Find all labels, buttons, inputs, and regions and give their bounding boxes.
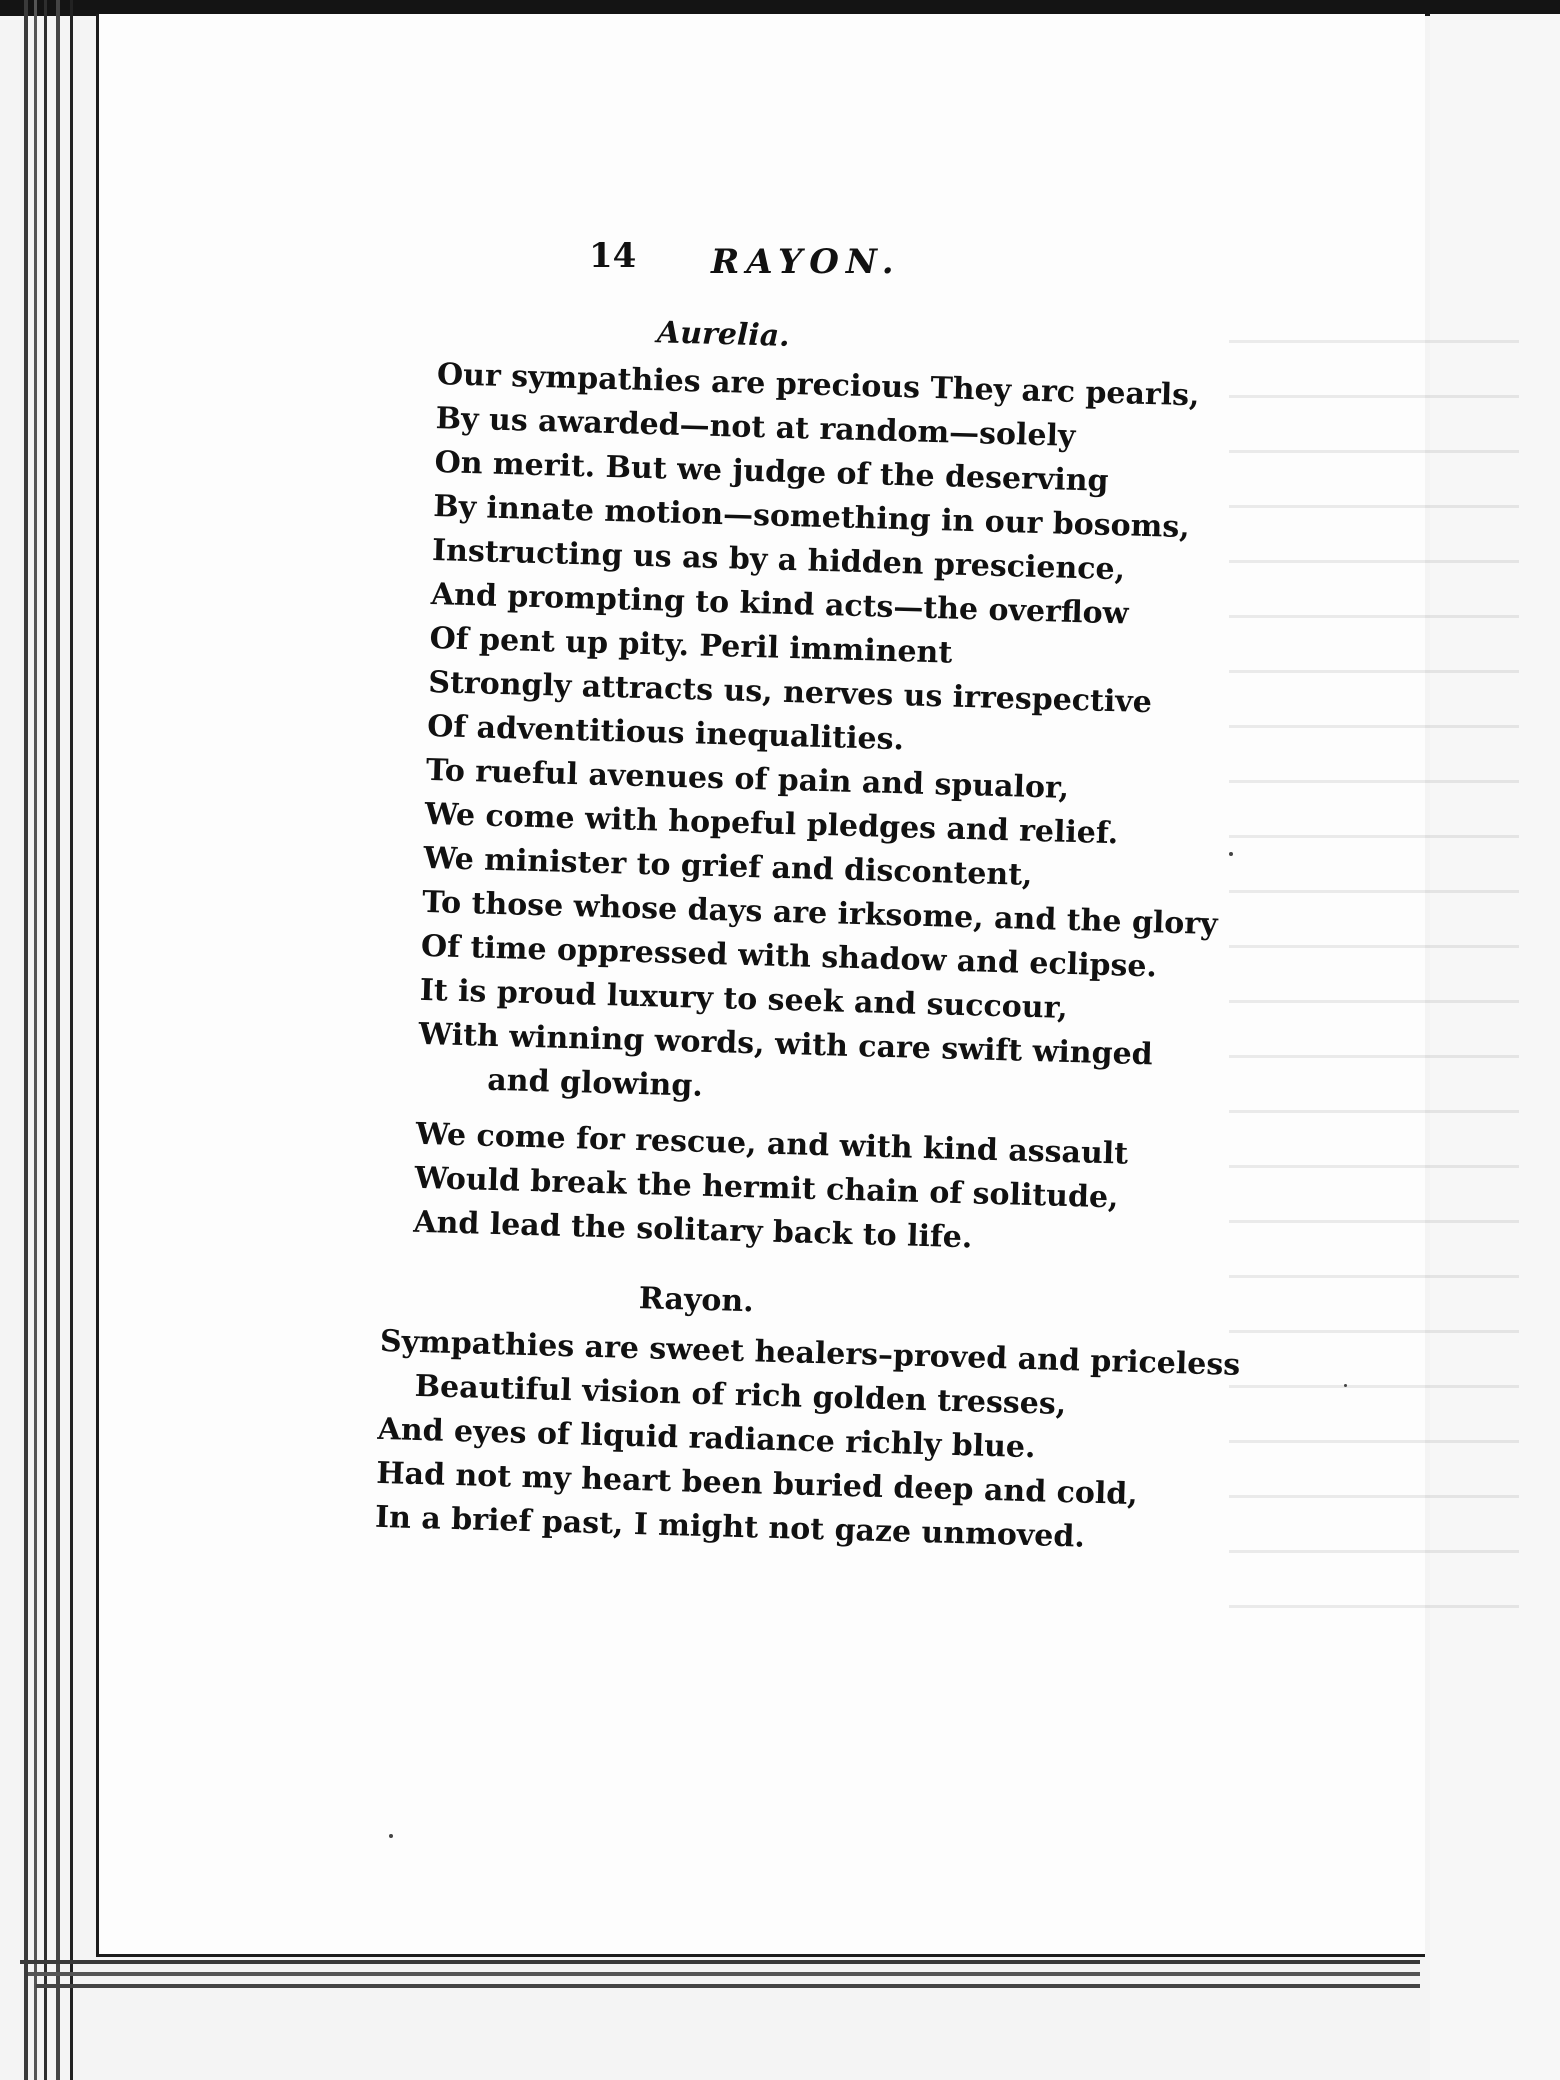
verse-line: Of time oppressed with shadow and eclipse. <box>420 928 1158 985</box>
page-number: 14 <box>589 236 637 276</box>
verse-line: And eyes of liquid radiance richly blue. <box>377 1411 1036 1466</box>
speaker-rayon: Rayon. <box>638 1281 755 1320</box>
page-stack-edges <box>0 0 100 2080</box>
verse-line: And lead the solitary back to life. <box>412 1204 973 1256</box>
verse-line: We come with hopeful pledges and relief. <box>424 796 1119 852</box>
verse-line: In a brief past, I might not gaze unmoved. <box>374 1499 1086 1555</box>
verse-text <box>364 304 1298 1565</box>
page-bottom-edge <box>36 1984 1420 1988</box>
rayon-speech <box>364 1320 1270 1565</box>
verse-line: To rueful avenues of pain and spualor, <box>425 752 1070 806</box>
verse-line: With winning words, with care swift winged <box>418 1016 1154 1073</box>
page-bottom-edge <box>28 1972 1420 1976</box>
verse-line: By innate motion—something in our bosoms, <box>432 489 1191 546</box>
verse-line: Instructing us as by a hidden prescience, <box>431 533 1126 588</box>
paper-speck <box>1229 852 1233 856</box>
verse-line: On merit. But we judge of the deserving <box>434 445 1109 499</box>
aurelia-speech <box>373 352 1298 1269</box>
verse-line: By us awarded—not at random—solely <box>435 401 1076 454</box>
speaker-aurelia: Aurelia. <box>656 315 791 354</box>
verse-line: We come for rescue, and with kind assault <box>415 1116 1129 1172</box>
verse-line: To those whose days are irksome, and the glory <box>421 884 1219 943</box>
verse-line: and glowing. <box>486 1062 704 1104</box>
verse-line: Of pent up pity. Peril imminent <box>429 620 953 671</box>
paper-speck <box>1344 1384 1347 1387</box>
paper-speck <box>389 1834 393 1838</box>
verse-line: Would break the hermit chain of solitude, <box>414 1160 1119 1216</box>
verse-line: And prompting to kind acts—the overflow <box>430 577 1129 632</box>
verse-line: We minister to grief and discontent, <box>423 840 1033 893</box>
book-page <box>96 14 1425 1957</box>
verse-line: It is proud luxury to seek and succour, <box>419 972 1069 1026</box>
verse-line: Of adventitious inequalities. <box>426 708 905 758</box>
verse-line: Strongly attracts us, nerves us irrespective <box>427 664 1153 721</box>
verse-line: Beautiful vision of rich golden tresses, <box>414 1368 1067 1423</box>
verse-line: Our sympathies are precious They arc pearls, <box>436 357 1200 414</box>
running-title: RAYON. <box>711 242 901 282</box>
verse-line: Sympathies are sweet healers–proved and priceless <box>379 1323 1241 1383</box>
page-bottom-edge <box>20 1960 1420 1964</box>
verse-line: Had not my heart been buried deep and cold, <box>375 1455 1139 1513</box>
